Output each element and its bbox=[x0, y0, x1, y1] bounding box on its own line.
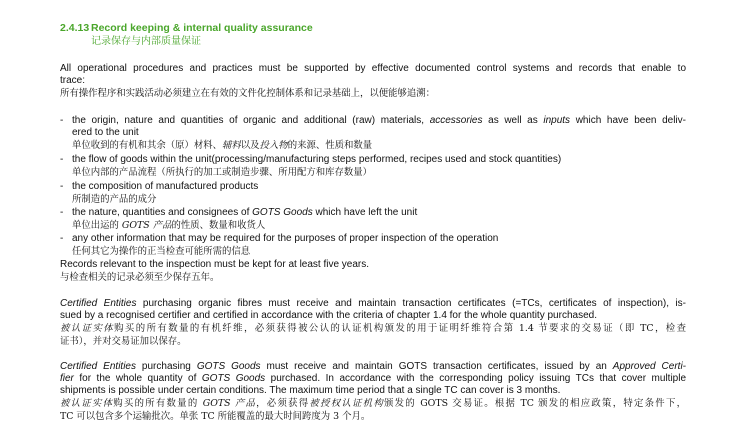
goods-line-3: shipments is possible under certain conditions. The maximum time period that a single TC can cover is 3 months. bbox=[60, 385, 561, 396]
intro-line-1: All operational procedures and practices must be supported by effective documented control systems and records that enable to bbox=[60, 63, 686, 74]
goods-cn-2: TC 可以包含多个运输批次。单张 TC 所能覆盖的最大时间跨度为 3 个月。 bbox=[60, 411, 371, 422]
intro-line-2: trace: bbox=[60, 75, 86, 86]
bullet-3-cn: 所制造的产品的成分 bbox=[72, 194, 157, 205]
bullet-3-line: the composition of manufactured products bbox=[72, 181, 259, 192]
bullet-2-line: the flow of goods within the unit(processing/manufacturing steps performed, recipes used and stock quantities) bbox=[72, 154, 562, 165]
bullet-1-cn: 单位收到的有机和其余（原）材料、辅料以及投入物的来源、性质和数量 bbox=[72, 140, 373, 151]
bullet-2-cn: 单位内部的产品流程（所执行的加工或制造步骤、所用配方和库存数量） bbox=[72, 167, 373, 178]
intro-cn: 所有操作程序和实践活动必须建立在有效的文件化控制体系和记录基础上，以便能够追溯： bbox=[60, 88, 436, 99]
section-number: 2.4.13 bbox=[60, 22, 90, 34]
section-title-cn: 记录保存与内部质量保证 bbox=[91, 36, 201, 47]
bullet-dash: - bbox=[60, 207, 64, 218]
retention-line: Records relevant to the inspection must be kept for at least five years. bbox=[60, 259, 370, 270]
fibres-line-2: sued by a recognised certifier and certified in accordance with the criteria of chapter 1.4 for the whole quantity purchased. bbox=[60, 310, 597, 321]
bullet-dash: - bbox=[60, 115, 64, 126]
bullet-1-line-2: ered to the unit bbox=[72, 127, 139, 138]
bullet-dash: - bbox=[60, 233, 64, 244]
bullet-5-line: any other information that may be required for the purposes of proper inspection of the operation bbox=[72, 233, 499, 244]
retention-cn: 与检查相关的记录必须至少保存五年。 bbox=[60, 272, 220, 283]
fibres-line-1: Certified Entities purchasing organic fibres must receive and maintain transaction certificates (=TCs, certificates of inspection), is- bbox=[60, 298, 686, 309]
bullet-5-cn: 任何其它为操作的正当检查可能所需的信息 bbox=[72, 246, 251, 257]
bullet-4-cn: 单位出运的 GOTS 产品的性质、数量和收货人 bbox=[72, 220, 266, 231]
goods-cn-1: 被认证实体购买的所有数量的 GOTS 产品，必须获得被授权认证机构颁发的 GOTS 交易证。根据 TC 颁发的相应政策，特定条件下， bbox=[60, 398, 686, 409]
fibres-cn-1: 被认证实体购买的所有数量的有机纤维，必须获得被公认的认证机构颁发的用于证明纤维符合第 1.4 节要求的交易证（即 TC，检查 bbox=[60, 323, 686, 334]
bullet-4-line: the nature, quantities and consignees of GOTS Goods which have left the unit bbox=[72, 207, 418, 218]
goods-line-2: fier for the whole quantity of GOTS Goods purchased. In accordance with the corresponding policy issuing TCs that cover multiple bbox=[60, 373, 687, 384]
section-heading bbox=[60, 22, 313, 35]
section-title: Record keeping & internal quality assurance bbox=[91, 22, 313, 34]
bullet-1-line-1: the origin, nature and quantities of organic and additional (raw) materials, accessories as well as inputs which have been deliv- bbox=[72, 115, 686, 126]
bullet-dash: - bbox=[60, 181, 64, 192]
fibres-cn-2: 证书），并对交易证加以保存。 bbox=[60, 336, 187, 347]
bullet-dash: - bbox=[60, 154, 64, 165]
goods-line-1: Certified Entities purchasing GOTS Goods must receive and maintain GOTS transaction certificates, issued by an Approved Certi- bbox=[60, 361, 686, 372]
